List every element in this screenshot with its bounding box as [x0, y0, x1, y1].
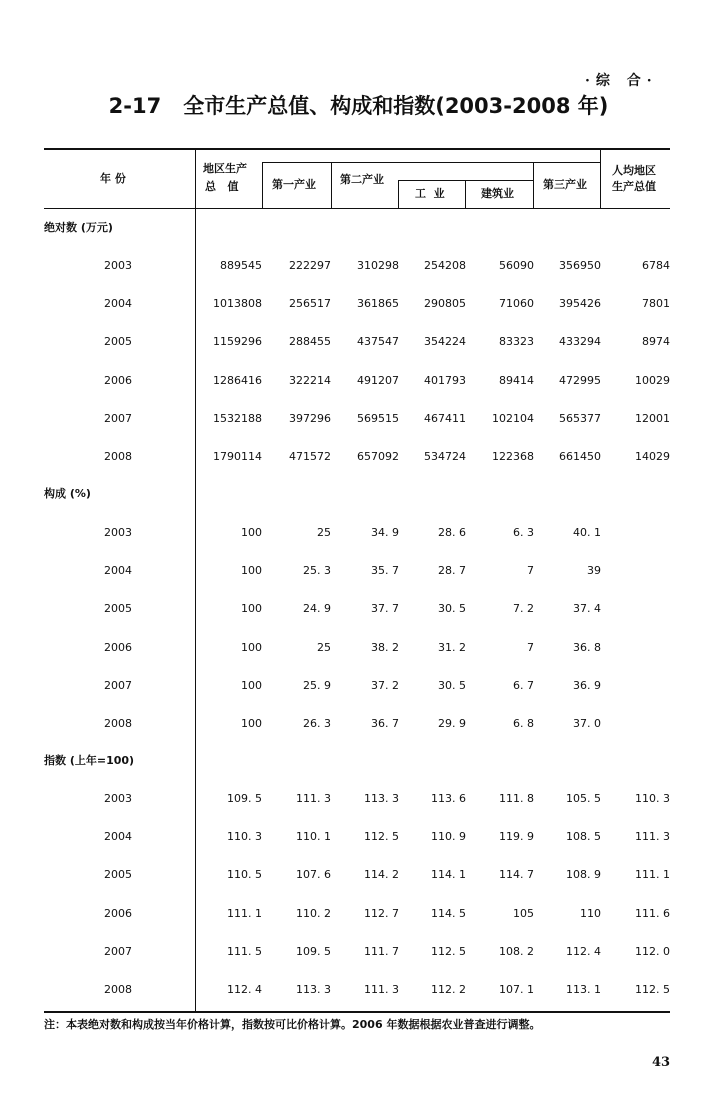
table-cell: 356950 — [559, 259, 601, 272]
table-cell: 7. 2 — [513, 602, 534, 615]
table-cell: 100 — [241, 526, 262, 539]
table-cell: 111. 1 — [635, 868, 670, 881]
table-cell: 222297 — [289, 259, 331, 272]
header-divider — [331, 162, 332, 208]
table-cell: 35. 7 — [371, 564, 399, 577]
table-row — [0, 599, 717, 619]
table-row — [0, 294, 717, 314]
group-label-index: 指数 (上年=100) — [44, 754, 135, 767]
table-cell: 10029 — [635, 374, 670, 387]
row-year: 2005 — [104, 602, 132, 615]
table-cell: 114. 7 — [499, 868, 534, 881]
table-cell: 29. 9 — [438, 717, 466, 730]
row-year: 2006 — [104, 641, 132, 654]
table-cell: 112. 4 — [566, 945, 601, 958]
row-year: 2008 — [104, 717, 132, 730]
table-code: 2-17 — [108, 94, 162, 118]
row-year: 2004 — [104, 297, 132, 310]
table-row — [0, 561, 717, 581]
table-cell: 105. 5 — [566, 792, 601, 805]
table-cell: 657092 — [357, 450, 399, 463]
table-cell: 113. 1 — [566, 983, 601, 996]
table-row — [0, 447, 717, 467]
table-row — [0, 676, 717, 696]
row-year: 2003 — [104, 259, 132, 272]
footnote: 注：本表绝对数和构成按当年价格计算，指数按可比价格计算。2006 年数据根据农业普查进行调整。 — [44, 1018, 541, 1031]
table-cell: 114. 1 — [431, 868, 466, 881]
row-year: 2004 — [104, 830, 132, 843]
table-cell: 25. 9 — [303, 679, 331, 692]
table-cell: 110. 9 — [431, 830, 466, 843]
table-cell: 322214 — [289, 374, 331, 387]
table-cell: 310298 — [357, 259, 399, 272]
table-cell: 112. 7 — [364, 907, 399, 920]
table-cell: 491207 — [357, 374, 399, 387]
table-cell: 111. 7 — [364, 945, 399, 958]
table-cell: 111. 3 — [635, 830, 670, 843]
table-cell: 112. 0 — [635, 945, 670, 958]
table-row — [0, 827, 717, 847]
table-cell: 36. 9 — [573, 679, 601, 692]
row-year: 2005 — [104, 335, 132, 348]
table-cell: 25 — [317, 526, 331, 539]
table-cell: 111. 3 — [364, 983, 399, 996]
table-cell: 14029 — [635, 450, 670, 463]
table-row — [0, 942, 717, 962]
row-year: 2008 — [104, 450, 132, 463]
header-gdp-line1: 地区生产 — [203, 162, 247, 175]
table-cell: 354224 — [424, 335, 466, 348]
table-cell: 24. 9 — [303, 602, 331, 615]
section-tag: ·综 合· — [585, 73, 658, 89]
table-cell: 113. 6 — [431, 792, 466, 805]
table-cell: 6. 3 — [513, 526, 534, 539]
table-cell: 8974 — [642, 335, 670, 348]
table-cell: 661450 — [559, 450, 601, 463]
table-cell: 254208 — [424, 259, 466, 272]
table-cell: 110 — [580, 907, 601, 920]
table-cell: 107. 1 — [499, 983, 534, 996]
table-cell: 110. 3 — [227, 830, 262, 843]
table-cell: 109. 5 — [227, 792, 262, 805]
table-cell: 31. 2 — [438, 641, 466, 654]
table-cell: 565377 — [559, 412, 601, 425]
header-primary: 第一产业 — [272, 178, 316, 191]
table-cell: 569515 — [357, 412, 399, 425]
table-cell: 108. 2 — [499, 945, 534, 958]
header-per-capita-line2: 生产总值 — [612, 180, 656, 193]
table-cell: 100 — [241, 564, 262, 577]
table-cell: 107. 6 — [296, 868, 331, 881]
table-cell: 100 — [241, 602, 262, 615]
row-year: 2006 — [104, 907, 132, 920]
table-cell: 26. 3 — [303, 717, 331, 730]
table-cell: 113. 3 — [364, 792, 399, 805]
table-cell: 1790114 — [213, 450, 262, 463]
table-cell: 290805 — [424, 297, 466, 310]
page-number: 43 — [652, 1055, 671, 1070]
table-cell: 889545 — [220, 259, 262, 272]
table-row — [0, 371, 717, 391]
table-cell: 56090 — [499, 259, 534, 272]
row-year: 2007 — [104, 679, 132, 692]
table-cell: 110. 5 — [227, 868, 262, 881]
table-top-rule — [44, 148, 670, 150]
table-row — [0, 714, 717, 734]
table-cell: 38. 2 — [371, 641, 399, 654]
table-cell: 36. 7 — [371, 717, 399, 730]
table-cell: 37. 0 — [573, 717, 601, 730]
table-cell: 100 — [241, 641, 262, 654]
table-cell: 36. 8 — [573, 641, 601, 654]
header-bottom-rule — [44, 208, 670, 209]
header-line — [262, 162, 600, 163]
table-cell: 37. 4 — [573, 602, 601, 615]
table-cell: 6784 — [642, 259, 670, 272]
table-cell: 89414 — [499, 374, 534, 387]
header-divider — [262, 162, 263, 208]
table-cell: 39 — [587, 564, 601, 577]
table-cell: 111. 5 — [227, 945, 262, 958]
table-cell: 71060 — [499, 297, 534, 310]
table-row — [0, 789, 717, 809]
table-cell: 37. 7 — [371, 602, 399, 615]
header-divider — [533, 162, 534, 208]
table-cell: 100 — [241, 679, 262, 692]
table-cell: 83323 — [499, 335, 534, 348]
table-cell: 6. 7 — [513, 679, 534, 692]
row-year: 2004 — [104, 564, 132, 577]
table-cell: 112. 5 — [431, 945, 466, 958]
table-cell: 112. 5 — [635, 983, 670, 996]
table-cell: 1532188 — [213, 412, 262, 425]
table-cell: 288455 — [289, 335, 331, 348]
table-cell: 437547 — [357, 335, 399, 348]
table-cell: 110. 3 — [635, 792, 670, 805]
header-gdp-line2: 总 值 — [205, 180, 239, 193]
table-cell: 122368 — [492, 450, 534, 463]
table-cell: 1013808 — [213, 297, 262, 310]
table-cell: 114. 2 — [364, 868, 399, 881]
table-cell: 395426 — [559, 297, 601, 310]
table-bottom-rule — [44, 1011, 670, 1013]
group-label-composition: 构成 (%) — [44, 487, 91, 500]
table-cell: 256517 — [289, 297, 331, 310]
table-cell: 37. 2 — [371, 679, 399, 692]
table-row — [0, 904, 717, 924]
header-line — [398, 180, 533, 181]
header-year: 年 份 — [100, 172, 126, 185]
header-divider — [600, 148, 601, 208]
row-year: 2008 — [104, 983, 132, 996]
header-secondary: 第二产业 — [340, 173, 384, 186]
row-year: 2003 — [104, 792, 132, 805]
table-cell: 6. 8 — [513, 717, 534, 730]
table-cell: 112. 5 — [364, 830, 399, 843]
table-row — [0, 256, 717, 276]
table-cell: 7 — [527, 641, 534, 654]
table-cell: 111. 1 — [227, 907, 262, 920]
table-cell: 112. 2 — [431, 983, 466, 996]
row-year: 2007 — [104, 412, 132, 425]
table-cell: 433294 — [559, 335, 601, 348]
row-year: 2006 — [104, 374, 132, 387]
table-cell: 397296 — [289, 412, 331, 425]
table-cell: 467411 — [424, 412, 466, 425]
table-cell: 534724 — [424, 450, 466, 463]
table-cell: 111. 3 — [296, 792, 331, 805]
page-title — [0, 90, 717, 120]
table-cell: 111. 8 — [499, 792, 534, 805]
table-cell: 113. 3 — [296, 983, 331, 996]
table-cell: 401793 — [424, 374, 466, 387]
table-cell: 110. 1 — [296, 830, 331, 843]
table-cell: 25 — [317, 641, 331, 654]
row-year: 2005 — [104, 868, 132, 881]
table-cell: 108. 9 — [566, 868, 601, 881]
table-cell: 114. 5 — [431, 907, 466, 920]
header-divider — [465, 180, 466, 208]
table-cell: 110. 2 — [296, 907, 331, 920]
header-tertiary: 第三产业 — [543, 178, 587, 191]
table-row — [0, 980, 717, 1000]
table-cell: 28. 6 — [438, 526, 466, 539]
table-cell: 105 — [513, 907, 534, 920]
table-cell: 119. 9 — [499, 830, 534, 843]
table-cell: 28. 7 — [438, 564, 466, 577]
table-cell: 1159296 — [213, 335, 262, 348]
table-cell: 100 — [241, 717, 262, 730]
table-cell: 112. 4 — [227, 983, 262, 996]
row-year: 2007 — [104, 945, 132, 958]
table-cell: 7801 — [642, 297, 670, 310]
table-cell: 25. 3 — [303, 564, 331, 577]
group-label-absolute: 绝对数 (万元) — [44, 221, 113, 234]
table-cell: 30. 5 — [438, 602, 466, 615]
header-industry: 工 业 — [415, 187, 445, 200]
header-per-capita-line1: 人均地区 — [612, 164, 656, 177]
table-cell: 34. 9 — [371, 526, 399, 539]
table-cell: 361865 — [357, 297, 399, 310]
table-cell: 1286416 — [213, 374, 262, 387]
table-cell: 109. 5 — [296, 945, 331, 958]
table-title: 全市生产总值、构成和指数(2003-2008 年) — [183, 94, 609, 118]
table-cell: 472995 — [559, 374, 601, 387]
table-row — [0, 638, 717, 658]
table-row — [0, 332, 717, 352]
table-row — [0, 409, 717, 429]
table-cell: 108. 5 — [566, 830, 601, 843]
table-cell: 40. 1 — [573, 526, 601, 539]
table-cell: 12001 — [635, 412, 670, 425]
header-divider — [398, 180, 399, 208]
table-cell: 102104 — [492, 412, 534, 425]
table-row — [0, 865, 717, 885]
table-cell: 30. 5 — [438, 679, 466, 692]
table-cell: 111. 6 — [635, 907, 670, 920]
row-year: 2003 — [104, 526, 132, 539]
header-construction: 建筑业 — [481, 187, 514, 200]
table-cell: 7 — [527, 564, 534, 577]
table-cell: 471572 — [289, 450, 331, 463]
table-row — [0, 523, 717, 543]
